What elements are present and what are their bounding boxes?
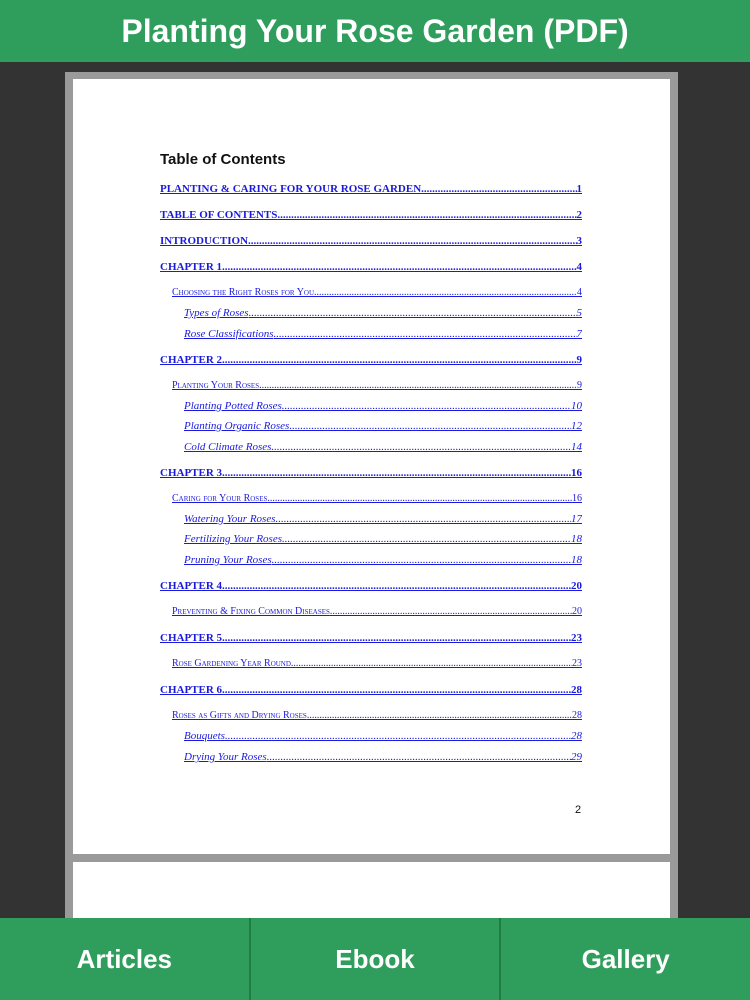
- toc-entry[interactable]: Preventing & Fixing Common Diseases ..... 20: [172, 606, 582, 622]
- next-pdf-page: [73, 862, 670, 918]
- toc-entry[interactable]: Rose Classifications ..... 7: [184, 328, 582, 344]
- toc-entry[interactable]: TABLE OF CONTENTS ..... 2: [160, 209, 582, 225]
- toc-entry[interactable]: Drying Your Roses ..... 29: [184, 751, 582, 767]
- pdf-page: [73, 79, 670, 854]
- toc-entry[interactable]: Planting Potted Roses ..... 10: [184, 400, 582, 416]
- toc-entry[interactable]: Types of Roses ..... 5: [184, 307, 582, 323]
- toc-entry[interactable]: Choosing the Right Roses for You ..... 4: [172, 287, 582, 303]
- toc-entry[interactable]: Fertilizing Your Roses ..... 18: [184, 533, 582, 549]
- toc-entry[interactable]: PLANTING & CARING FOR YOUR ROSE GARDEN ..... 1: [160, 183, 582, 199]
- toc-entry[interactable]: Roses as Gifts and Drying Roses ..... 28: [172, 710, 582, 726]
- pdf-viewer[interactable]: [0, 62, 750, 918]
- toc-entry[interactable]: CHAPTER 4 ..... 20: [160, 580, 582, 596]
- toc-entry[interactable]: Rose Gardening Year Round ..... 23: [172, 658, 582, 674]
- app-header: [0, 0, 750, 62]
- tab-ebook[interactable]: Ebook: [249, 918, 500, 1000]
- toc-entry[interactable]: CHAPTER 2 ..... 9: [160, 354, 582, 370]
- toc-entry[interactable]: Caring for Your Roses ..... 16: [172, 493, 582, 509]
- page-title: Planting Your Rose Garden (PDF): [121, 12, 629, 49]
- toc-heading: Table of Contents: [160, 151, 286, 168]
- toc-entry[interactable]: Pruning Your Roses ..... 18: [184, 554, 582, 570]
- page-number: 2: [575, 804, 582, 816]
- toc-entry[interactable]: Watering Your Roses ..... 17: [184, 513, 582, 529]
- toc-entry[interactable]: Planting Organic Roses ..... 12: [184, 420, 582, 436]
- toc-entry[interactable]: CHAPTER 5 ..... 23: [160, 632, 582, 648]
- toc-entry[interactable]: Planting Your Roses ..... 9: [172, 380, 582, 396]
- toc-entry[interactable]: INTRODUCTION ..... 3: [160, 235, 582, 251]
- toc-entry[interactable]: Bouquets ..... 28: [184, 730, 582, 746]
- toc-entry[interactable]: CHAPTER 6 ..... 28: [160, 684, 582, 700]
- toc-entry[interactable]: Cold Climate Roses ..... 14: [184, 441, 582, 457]
- toc-entry[interactable]: CHAPTER 1 ..... 4: [160, 261, 582, 277]
- tab-gallery[interactable]: Gallery: [499, 918, 750, 1000]
- bottom-tab-bar: [0, 918, 750, 1000]
- tab-articles[interactable]: Articles: [76, 943, 173, 974]
- toc-entry[interactable]: CHAPTER 3 ..... 16: [160, 467, 582, 483]
